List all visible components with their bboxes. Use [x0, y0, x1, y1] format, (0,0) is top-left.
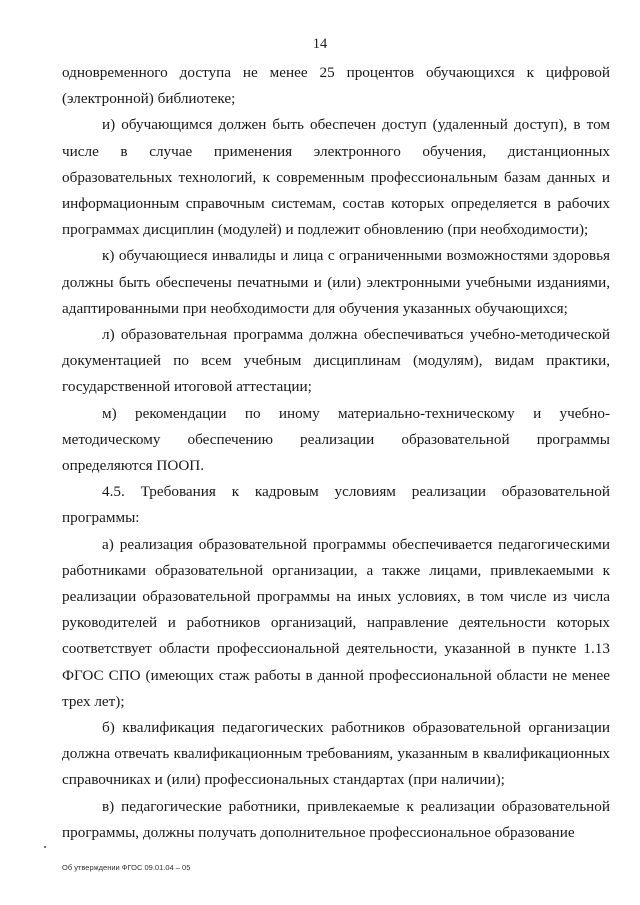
paragraph-item-a: а) реализация образовательной программы обеспечивается педагогическими работниками образовательной организации, а также лицами, привлекаемыми к реализации образовательной программы на иных условиях, в том числе из числа руководителей и работников организаций, направление деятельности которых соответствует области профессиональной деятельности, указанной в пункте 1.13 ФГОС СПО (имеющих стаж работы в данной профессиональной области не менее трех лет);: [62, 535, 610, 710]
section-heading-4-5: 4.5. Требования к кадровым условиям реализации образовательной программы:: [62, 483, 610, 527]
document-body: [62, 60, 610, 846]
margin-dot: [44, 846, 46, 848]
paragraph-item-l: л) образовательная программа должна обеспечиваться учебно-методической документацией по всем учебным дисциплинам (модулям), видам практики, государственной итоговой аттестации;: [62, 326, 610, 396]
page-number: 14: [312, 36, 328, 52]
paragraph-continuation: одновременного доступа не менее 25 процентов обучающихся к цифровой (электронной) библиотеке;: [62, 64, 610, 108]
paragraph-item-i: и) обучающимся должен быть обеспечен доступ (удаленный доступ), в том числе в случае применения электронного обучения, дистанционных образовательных технологий, к современным профессиональным базам данных и информационным справочным системам, состав которых определяется в рабочих программах дисциплин (модулей) и подлежит обновлению (при необходимости);: [62, 116, 610, 239]
document-footer: Об утверждении ФГОС 09.01.04 – 05: [62, 863, 191, 872]
paragraph-item-b: б) квалификация педагогических работников образовательной организации должна отвечать квалификационным требованиям, указанным в квалификационных справочниках и (или) профессиональных стандартах (при наличии);: [62, 719, 610, 789]
paragraph-item-k: к) обучающиеся инвалиды и лица с ограниченными возможностями здоровья должны быть обеспечены печатными и (или) электронными учебными изданиями, адаптированными при необходимости для обучения указанных обучающихся;: [62, 247, 610, 317]
paragraph-item-m: м) рекомендации по иному материально-техническому и учебно-методическому обеспечению реализации образовательной программы определяются ПООП.: [62, 404, 610, 475]
paragraph-item-v: в) педагогические работники, привлекаемые к реализации образовательной программы, должны получать дополнительное профессиональное образование: [62, 797, 610, 841]
